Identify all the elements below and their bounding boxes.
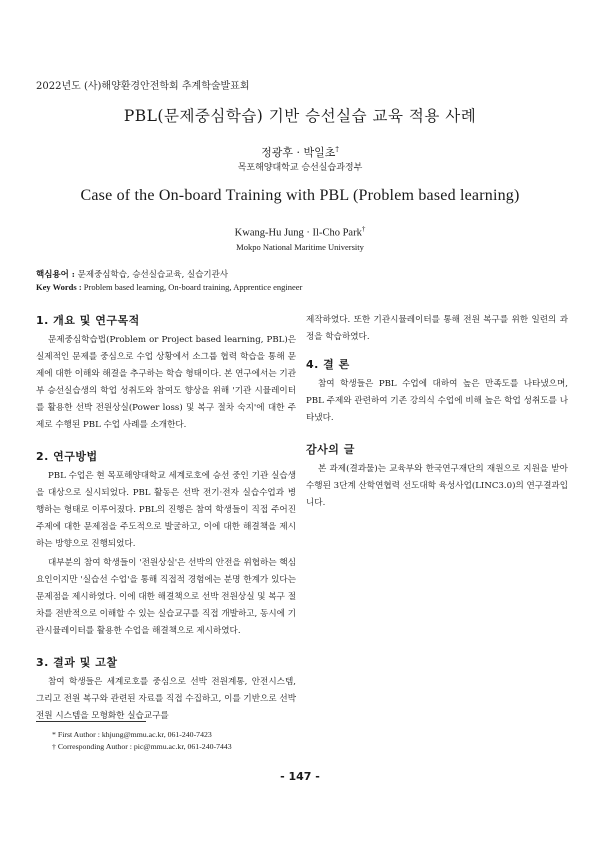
corresponding-mark-en: † <box>361 225 366 233</box>
section-1-heading: 1. 개요 및 연구목적 <box>36 314 140 327</box>
acknowledgement-heading: 감사의 글 <box>306 443 355 456</box>
section-4-heading: 4. 결 론 <box>306 358 350 371</box>
paper-title-korean: PBL(문제중심학습) 기반 승선실습 교육 적용 사례 <box>123 107 477 125</box>
footnote-2-text: Corresponding Author : pic@mmu.ac.kr, 061-240-7443 <box>57 742 232 751</box>
keywords-english-label: Key Words : <box>36 282 82 292</box>
authors-korean-names: 정광후 · 박일초 <box>261 146 336 159</box>
footnote-first-author <box>52 730 212 739</box>
keywords-korean-label: 핵심용어 : <box>36 270 75 280</box>
footnote-1-text: First Author : khjung@mmu.ac.kr, 061-240-7423 <box>57 730 212 739</box>
section-4-paragraph: 참여 학생들은 PBL 수업에 대하여 높은 만족도를 나타냈으며, PBL 주제와 관련하여 기존 강의식 수업에 비해 높은 학업 성취도를 나타냈다. <box>306 379 568 423</box>
keywords-english-text: Problem based learning, On-board training, Apprentice engineer <box>81 282 303 292</box>
affiliation-english: Mokpo National Maritime University <box>236 242 364 252</box>
right-column <box>306 312 568 514</box>
paper-title-english: Case of the On-board Training with PBL (Problem based learning) <box>80 187 520 204</box>
conference-header: 2022년도 (사)해양환경안전학회 추계학술발표회 <box>36 81 250 92</box>
section-2-paragraph-1: PBL 수업은 현 목포해양대학교 세계로호에 승선 중인 기관 실습생을 대상으로 실시되었다. PBL 활동은 선박 전기·전자 실습수업과 병행하는 형태로 이루어졌다. PBL의 진행은 참여 학생들이 직접 주어진 주제에 대한 문제점을 주도적으로 발굴하고, 이에 대한 해결책을 제시하는 방향으로 진행되었다. <box>36 471 296 549</box>
section-1-paragraph: 문제중심학습법(Problem or Project based learning, PBL)은 실제적인 문제를 중심으로 수업 상황에서 소그룹 협력 학습을 통해 문제에 대한 이해와 해결을 추구하는 학습 형태이다. 본 연구에서는 기관부 승선실습생의 학업 성취도와 참여도 향상을 위해 '기관 시뮬레이터를 활용한 선박 전원상실(Power loss) 및 복구 절차 숙지'에 대한 주제로 수행된 PBL 수업 사례를 소개한다. <box>36 335 296 430</box>
acknowledgement-paragraph: 본 과제(결과물)는 교육부와 한국연구재단의 재원으로 지원을 받아 수행된 3단계 산학연협력 선도대학 육성사업(LINC3.0)의 연구결과입니다. <box>306 464 568 508</box>
section-3-paragraph-continued: 제작하였다. 또한 기관시뮬레이터를 통해 전원 복구를 위한 일련의 과정을 학습하였다. <box>306 315 568 342</box>
keywords-english <box>36 282 302 292</box>
authors-korean <box>0 144 600 160</box>
affiliation-korean: 목포해양대학교 승선실습과정부 <box>237 163 363 173</box>
keywords-korean-text: 문제중심학습, 승선실습교육, 실습기관사 <box>74 270 229 280</box>
authors-english-names: Kwang-Hu Jung · Il-Cho Park <box>234 227 362 239</box>
footnote-corresponding-author <box>52 742 232 751</box>
section-2-paragraph-2: 대부분의 참여 학생들이 '전원상실'은 선박의 안전을 위협하는 핵심 요인이지만 '실습선 수업'을 통해 직접적 경험에는 분명 한계가 있다는 문제점을 제시하였다. 이에 대한 해결책으로 선박 전원상실 및 복구 절차를 전반적으로 이해할 수 있는 실습교구를 직접 개발하고, 동시에 기관시뮬레이터를 활용한 수업을 해결책으로 제시하였다. <box>36 558 296 636</box>
footnote-rule <box>36 721 146 722</box>
corresponding-mark: † <box>335 145 339 154</box>
authors-english <box>0 225 600 239</box>
keywords-korean <box>36 268 228 280</box>
section-3-heading: 3. 결과 및 고찰 <box>36 656 118 669</box>
left-column <box>36 312 296 727</box>
section-2-heading: 2. 연구방법 <box>36 450 98 463</box>
page-number: - 147 - <box>280 770 320 783</box>
section-3-paragraph: 참여 학생들은 세계로호를 중심으로 선박 전원계통, 안전시스템, 그리고 전원 복구와 관련된 자료를 직접 수집하고, 이를 기반으로 선박 전원 시스템을 모형화한 실습교구를 <box>36 677 296 721</box>
footnote-1-mark: * <box>52 730 56 739</box>
footnote-2-mark: † <box>52 742 56 751</box>
